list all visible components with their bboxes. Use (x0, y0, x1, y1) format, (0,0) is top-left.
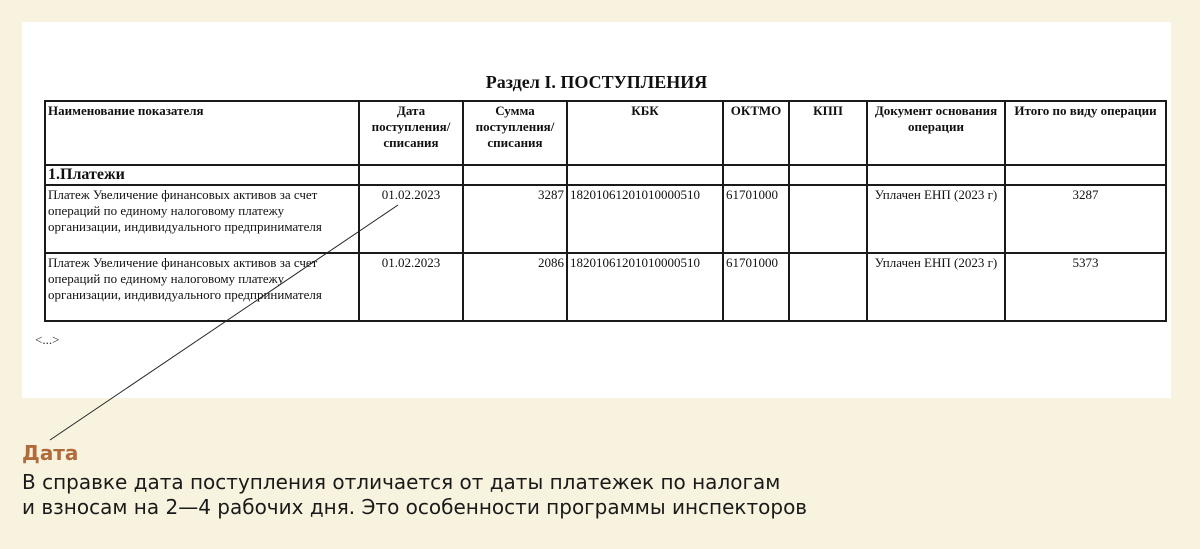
annotation-line-2: и взносам на 2—4 рабочих дня. Это особенности программы инспекторов (22, 495, 808, 519)
cell-total: 5373 (1005, 253, 1166, 321)
header-total: Итого по виду операции (1005, 101, 1166, 165)
cell-name: Платеж Увеличение финансовых активов за счет операций по единому налоговому платежу организации, индивидуального предпринимателя (45, 185, 359, 253)
cell-kbk: 18201061201010000510 (567, 185, 723, 253)
cell-name: Платеж Увеличение финансовых активов за счет операций по единому налоговому платежу организации, индивидуального предпринимателя (45, 253, 359, 321)
cell-date: 01.02.2023 (359, 253, 463, 321)
section-row-label: 1.Платежи (45, 165, 359, 185)
cell-basis-document: Уплачен ЕНП (2023 г) (867, 185, 1005, 253)
cell-oktmo: 61701000 (723, 185, 789, 253)
annotation-line-1: В справке дата поступления отличается от даты платежек по налогам (22, 470, 781, 494)
header-kpp: КПП (789, 101, 867, 165)
header-amount: Сумма поступления/ списания (463, 101, 567, 165)
section-title: Раздел I. ПОСТУПЛЕНИЯ (485, 72, 708, 92)
header-date: Дата поступления/ списания (359, 101, 463, 165)
header-oktmo: ОКТМО (723, 101, 789, 165)
header-kbk: КБК (567, 101, 723, 165)
annotation-text (22, 470, 1182, 520)
cell-basis-document: Уплачен ЕНП (2023 г) (867, 253, 1005, 321)
cell-total: 3287 (1005, 185, 1166, 253)
cell-oktmo: 61701000 (723, 253, 789, 321)
header-indicator-name: Наименование показателя (45, 101, 359, 165)
cell-kbk: 18201061201010000510 (567, 253, 723, 321)
header-basis-document: Документ основания операции (867, 101, 1005, 165)
annotation-title: Дата (22, 441, 79, 465)
cell-amount: 2086 (463, 253, 567, 321)
cell-amount: 3287 (463, 185, 567, 253)
cell-date: 01.02.2023 (359, 185, 463, 253)
continuation-ellipsis: <...> (35, 332, 60, 347)
